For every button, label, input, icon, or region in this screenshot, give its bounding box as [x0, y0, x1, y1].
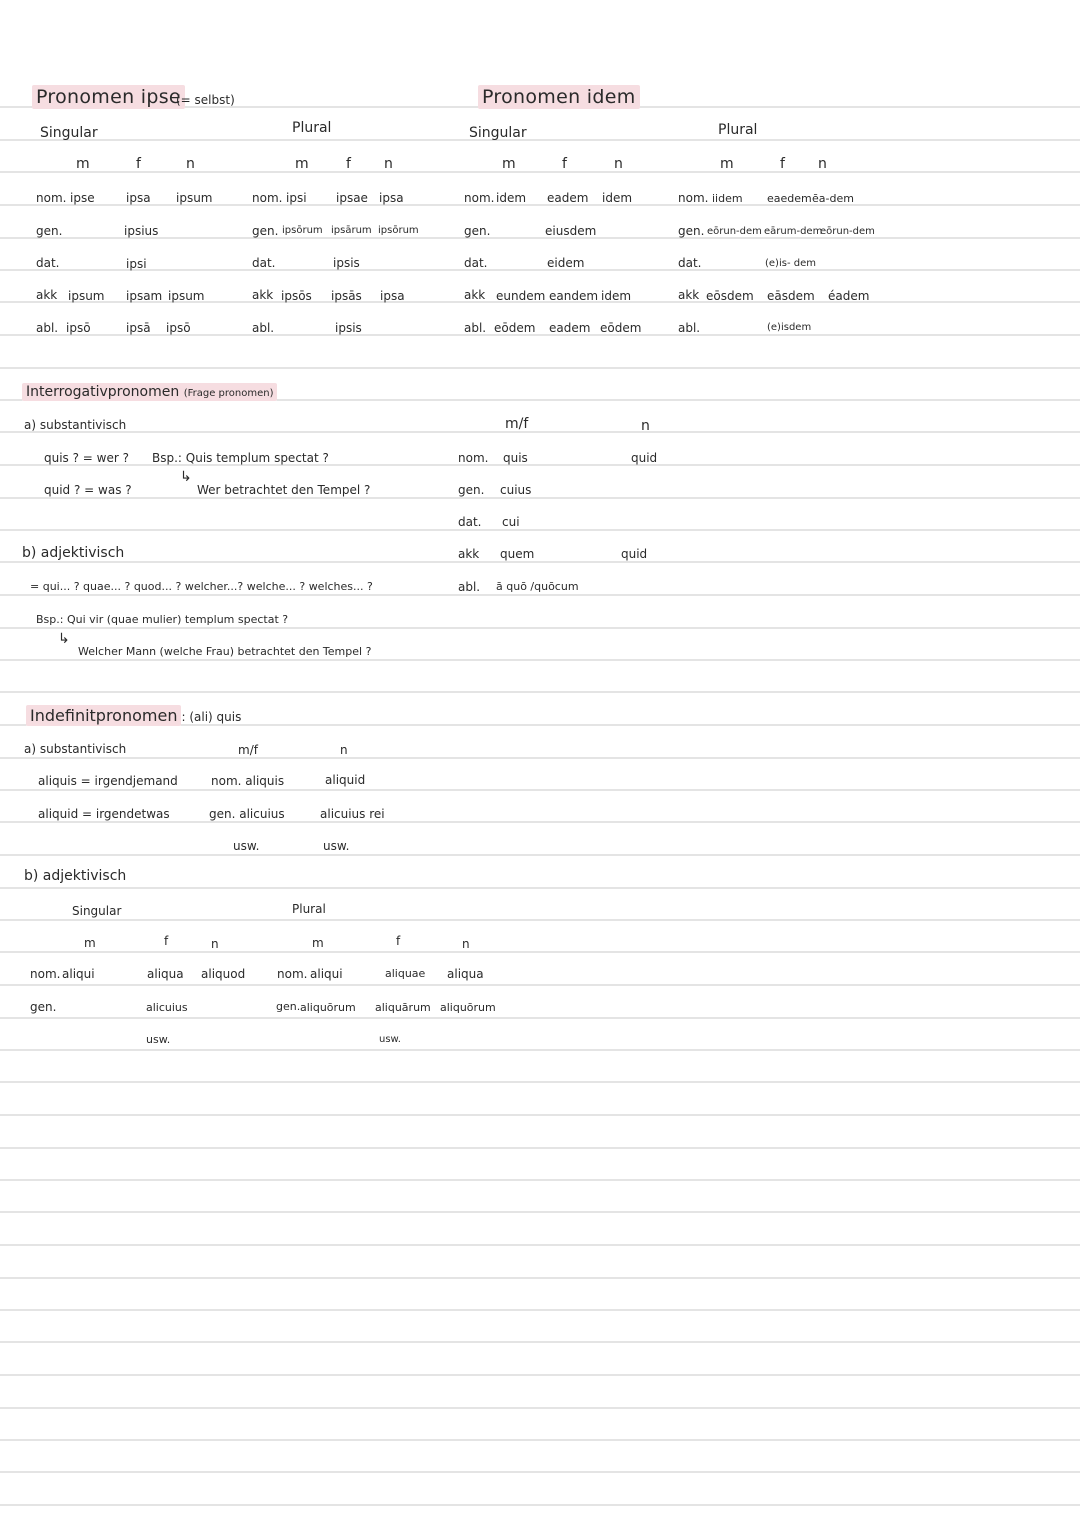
form-cell: quid [631, 451, 658, 465]
gender-f: f [396, 934, 401, 948]
form-cell: ipsa [126, 191, 151, 205]
interrog-translation2: Welcher Mann (welche Frau) betrachtet den Tempel ? [78, 645, 372, 658]
gender-f: f [136, 156, 141, 172]
gender-m: m [720, 156, 734, 172]
form-cell: eōdem [494, 321, 536, 335]
form-cell: ipsis [333, 256, 360, 270]
case-label: nom. [252, 191, 283, 205]
gender-f: f [346, 156, 351, 172]
indef-col-n: n [340, 743, 348, 757]
indef-gen-n: alicuius rei [320, 807, 385, 821]
idem-singular-label: Singular [469, 125, 527, 141]
form-cell: quem [500, 547, 535, 561]
case-label: nom. [678, 191, 709, 205]
gender-n: n [614, 156, 623, 172]
indef-nom-n: aliquid [325, 773, 366, 787]
form-cell: ipsum [176, 191, 213, 205]
form-cell: eadem [547, 191, 589, 205]
interrog-col-n: n [641, 418, 650, 434]
indef-a-label: a) substantivisch [24, 742, 127, 756]
case-label: dat. [678, 256, 702, 270]
form-cell: (e)is- dem [765, 258, 816, 269]
form-cell: ipsōrum [378, 225, 419, 236]
case-label: akk [464, 288, 486, 302]
form-cell: aliquae [385, 967, 426, 980]
aliquid-line: aliquid = irgendetwas [38, 807, 170, 821]
form-cell: eadem [549, 321, 591, 335]
form-cell: ipsa [379, 191, 404, 205]
idem-plural-label: Plural [718, 122, 758, 138]
case-label: akk [252, 288, 274, 302]
gender-n: n [186, 156, 195, 172]
case-label: dat. [36, 256, 60, 270]
ipse-note: (= selbst) [176, 93, 235, 107]
form-cell: ipsōrum [282, 225, 323, 236]
ipse-singular-label: Singular [40, 125, 98, 141]
gender-m: m [84, 936, 96, 950]
gender-m: m [502, 156, 516, 172]
interrog-adj-line: = qui... ? quae... ? quod... ? welcher...? welche... ? welches... ? [30, 580, 373, 593]
indef-b-label: b) adjektivisch [24, 868, 127, 884]
form-cell: ipsam [126, 289, 163, 303]
form-cell: ipse [70, 191, 95, 205]
form-cell: éadem [828, 289, 870, 303]
case-label: abl. [252, 321, 275, 335]
form-cell: ipsius [124, 224, 159, 238]
form-cell: cui [502, 515, 520, 529]
form-cell: eāsdem [767, 289, 815, 303]
interrog-a-label: a) substantivisch [24, 418, 127, 432]
case-label: nom. [458, 451, 489, 465]
form-cell: ipsi [126, 257, 147, 271]
case-label: dat. [458, 515, 482, 529]
arrow-icon: ↳ [180, 469, 192, 485]
indef-col-mf: m/f [238, 743, 258, 757]
usw-text: usw. [379, 1034, 401, 1045]
gender-n: n [211, 937, 219, 951]
gender-n: n [462, 937, 470, 951]
form-cell: ipsae [336, 191, 368, 205]
form-cell: eundem [496, 289, 546, 303]
form-cell: ipsa [380, 289, 405, 303]
case-label: gen. [458, 483, 485, 497]
gender-m: m [312, 936, 324, 950]
form-cell: idem [496, 191, 527, 205]
interrog-translation: Wer betrachtet den Tempel ? [197, 483, 371, 497]
quis-line: quis ? = wer ? [44, 451, 129, 465]
indef-gen-mf: gen. alicuius [209, 807, 285, 821]
form-cell: ipsum [68, 289, 105, 303]
form-cell: ipsum [168, 289, 205, 303]
usw-text: usw. [146, 1033, 171, 1046]
case-label: akk [678, 288, 700, 302]
gender-m: m [76, 156, 90, 172]
form-cell: ipsā [126, 321, 151, 335]
form-cell: aliquōrum [440, 1001, 496, 1014]
form-cell: ēa-dem [812, 192, 854, 205]
ipse-title: Pronomen ipse [32, 88, 185, 107]
interrog-b-label: b) adjektivisch [22, 545, 125, 561]
indef-title: Indefinitpronomen : (ali) quis [26, 708, 241, 724]
interrog-col-mf: m/f [505, 416, 529, 432]
gender-n: n [384, 156, 393, 172]
form-cell: ipsōs [281, 289, 312, 303]
gender-f: f [562, 156, 567, 172]
form-cell: alicuius [146, 1001, 188, 1014]
interrog-example2: Bsp.: Qui vir (quae mulier) templum spectat ? [36, 613, 289, 626]
case-label: akk [458, 547, 480, 561]
form-cell: (e)isdem [767, 322, 812, 333]
case-label: gen. [30, 1000, 57, 1014]
case-label: nom. [464, 191, 495, 205]
form-cell: eandem [549, 289, 599, 303]
case-label: gen. [678, 224, 705, 238]
form-cell: quid [621, 547, 648, 561]
form-cell: eaedem [767, 192, 812, 205]
case-label: abl. [458, 580, 481, 594]
form-cell: iidem [712, 192, 743, 205]
case-label: gen. [276, 1000, 301, 1013]
form-cell: eārum-dem [764, 226, 823, 237]
interrog-example: Bsp.: Quis templum spectat ? [152, 451, 329, 465]
form-cell: aliqui [62, 967, 95, 981]
case-label: akk [36, 288, 58, 302]
case-label: abl. [464, 321, 487, 335]
indef-singular-label: Singular [72, 904, 122, 918]
case-label: gen. [464, 224, 491, 238]
quid-line: quid ? = was ? [44, 483, 132, 497]
arrow-icon: ↳ [58, 631, 70, 647]
form-cell: eōsdem [706, 289, 754, 303]
indef-nom-mf: nom. aliquis [211, 774, 285, 788]
case-label: nom. [30, 967, 61, 981]
case-label: abl. [678, 321, 701, 335]
case-label: dat. [464, 256, 488, 270]
form-cell: eōrun-dem [707, 226, 762, 237]
form-cell: aliqua [147, 967, 184, 981]
form-cell: eōrun-dem [820, 226, 875, 237]
usw-text: usw. [323, 839, 350, 853]
form-cell: ipsis [335, 321, 362, 335]
form-cell: eōdem [600, 321, 642, 335]
form-cell: quis [503, 451, 528, 465]
case-label: nom. [36, 191, 67, 205]
ipse-plural-label: Plural [292, 120, 332, 136]
form-cell: aliqua [447, 967, 484, 981]
form-cell: ipsās [331, 289, 362, 303]
form-cell: ipsō [166, 321, 191, 335]
form-cell: idem [602, 191, 633, 205]
form-cell: ipsō [66, 321, 91, 335]
form-cell: aliqui [310, 967, 343, 981]
gender-f: f [164, 934, 169, 948]
case-label: abl. [36, 321, 59, 335]
form-cell: eiusdem [545, 224, 597, 238]
gender-n: n [818, 156, 827, 172]
indef-plural-label: Plural [292, 902, 326, 916]
form-cell: ipsi [286, 191, 307, 205]
form-cell: aliquōrum [300, 1001, 356, 1014]
gender-m: m [295, 156, 309, 172]
form-cell: idem [601, 289, 632, 303]
form-cell: ipsārum [331, 225, 372, 236]
case-label: gen. [36, 224, 63, 238]
form-cell: ā quō /quōcum [496, 580, 579, 593]
interrog-title: Interrogativpronomen (Frage pronomen) [22, 385, 277, 399]
gender-f: f [780, 156, 785, 172]
idem-title: Pronomen idem [478, 88, 640, 107]
case-label: gen. [252, 224, 279, 238]
usw-text: usw. [233, 839, 260, 853]
aliquis-line: aliquis = irgendjemand [38, 774, 178, 788]
form-cell: cuius [500, 483, 532, 497]
form-cell: eidem [547, 256, 585, 270]
form-cell: aliquod [201, 967, 246, 981]
form-cell: aliquārum [375, 1001, 431, 1014]
case-label: nom. [277, 967, 308, 981]
case-label: dat. [252, 256, 276, 270]
